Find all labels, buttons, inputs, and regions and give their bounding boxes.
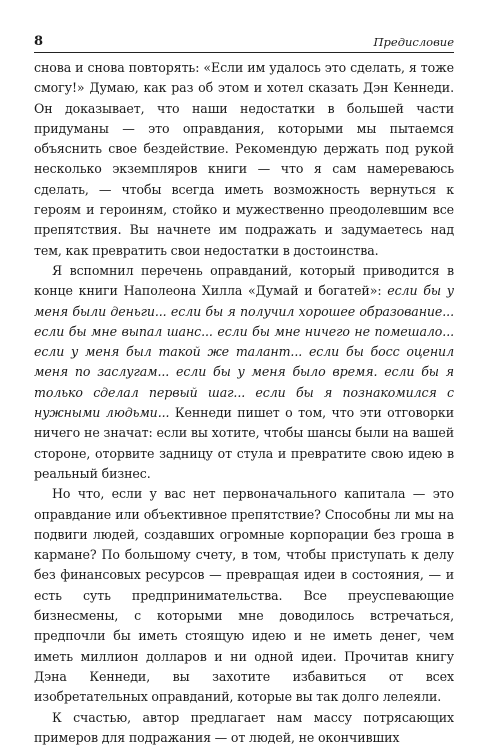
paragraph-2-intro: Я вспомнил перечень оправданий, который приводится в конце книги Наполеона Хилла «Думай и богатей»:	[34, 263, 454, 298]
page-number: 8	[34, 34, 43, 49]
paragraph-2-outro: Кеннеди пишет о том, что эти отговорки ничего не значат: если вы хотите, чтобы шансы были на вашей стороне, оторвите задницу от стула и превратите свою идею в реальный бизнес.	[34, 405, 454, 481]
excuses-list: если бы у меня были деньги... если бы я получил хорошее образование... если бы мне выпал шанс... если бы мне ничего не помешало... если у меня был такой же талант... если бы босс оценил меня по заслугам... если бы у меня было время. если бы я только сделал первый шаг... если бы я познакомился с нужными людьми...	[34, 283, 454, 420]
running-title: Предисловие	[374, 35, 454, 49]
running-header	[34, 32, 454, 53]
body-text	[34, 58, 454, 748]
paragraph-1: снова и снова повторять: «Если им удалось это сделать, я тоже смогу!» Думаю, как раз об этом и хотел сказать Дэн Кеннеди. Он доказывает, что наши недостатки в большей части придуманы — это оправдания, которыми мы пытаемся объяснить свое бездействие. Рекомендую держать под рукой несколько экземпляров книги — что я сам намереваюсь сделать, — чтобы всегда иметь возможность вернуться к героям и героиням, стойко и мужественно преодолевшим все препятствия. Вы начнете им подражать и задумаетесь над тем, как превратить свои недостатки в достоинства.	[34, 58, 454, 261]
paragraph-4: К счастью, автор предлагает нам массу потрясающих примеров для подражания — от людей, не окончивших	[34, 708, 454, 748]
paragraph-2	[34, 261, 454, 484]
paragraph-3: Но что, если у вас нет первоначального капитала — это оправдание или объективное препятствие? Способны ли мы на подвиги людей, создавших огромные корпорации без гроша в кармане? По большому счету, в том, чтобы приступать к делу без финансовых ресурсов — превращая идеи в состояния, — и есть суть предпринимательства. Все преуспевающие бизнесмены, с которыми мне доводилось встречаться, предпочли бы иметь стоящую идею и не иметь денег, чем иметь миллион долларов и ни одной идеи. Прочитав книгу Дэна Кеннеди, вы захотите избавиться от всех изобретательных оправданий, которые вы так долго лелеяли.	[34, 484, 454, 707]
